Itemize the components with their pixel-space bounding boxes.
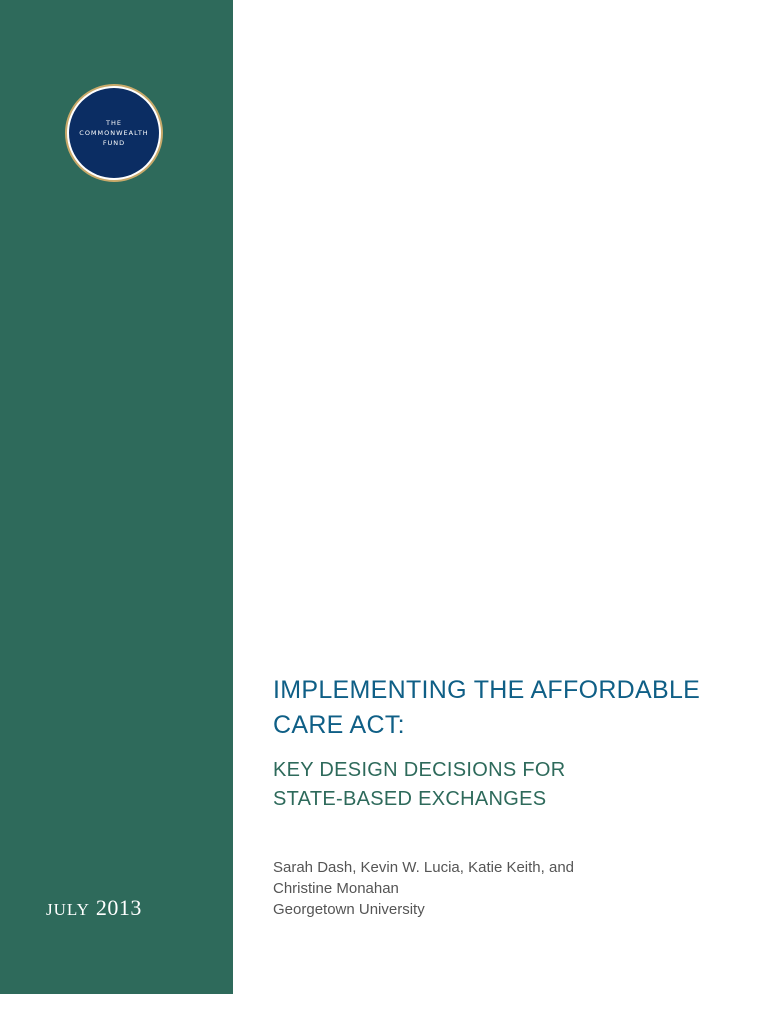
report-title-line2: CARE ACT: [273,711,405,739]
author-block [273,857,673,920]
report-subtitle-line2: STATE-BASED EXCHANGES [273,788,547,810]
report-title-line1: IMPLEMENTING THE AFFORDABLE [273,676,701,704]
report-title [273,673,733,743]
logo-text-line3: FUND [102,139,126,147]
author-affiliation: Georgetown University [273,901,425,918]
publication-month: JULY [46,900,90,919]
commonwealth-fund-logo [65,84,163,182]
publication-year: 2013 [95,895,142,920]
logo-text-line2: COMMONWEALTH [79,129,149,137]
publication-date [46,895,142,921]
authors-line2: Christine Monahan [273,880,399,897]
authors-line1: Sarah Dash, Kevin W. Lucia, Katie Keith, and [273,859,575,876]
logo-text-line1: THE [106,119,122,127]
report-subtitle [273,756,693,814]
cover-sidebar [0,0,233,994]
logo-seal [69,88,159,178]
report-subtitle-line1: KEY DESIGN DECISIONS FOR [273,759,566,781]
